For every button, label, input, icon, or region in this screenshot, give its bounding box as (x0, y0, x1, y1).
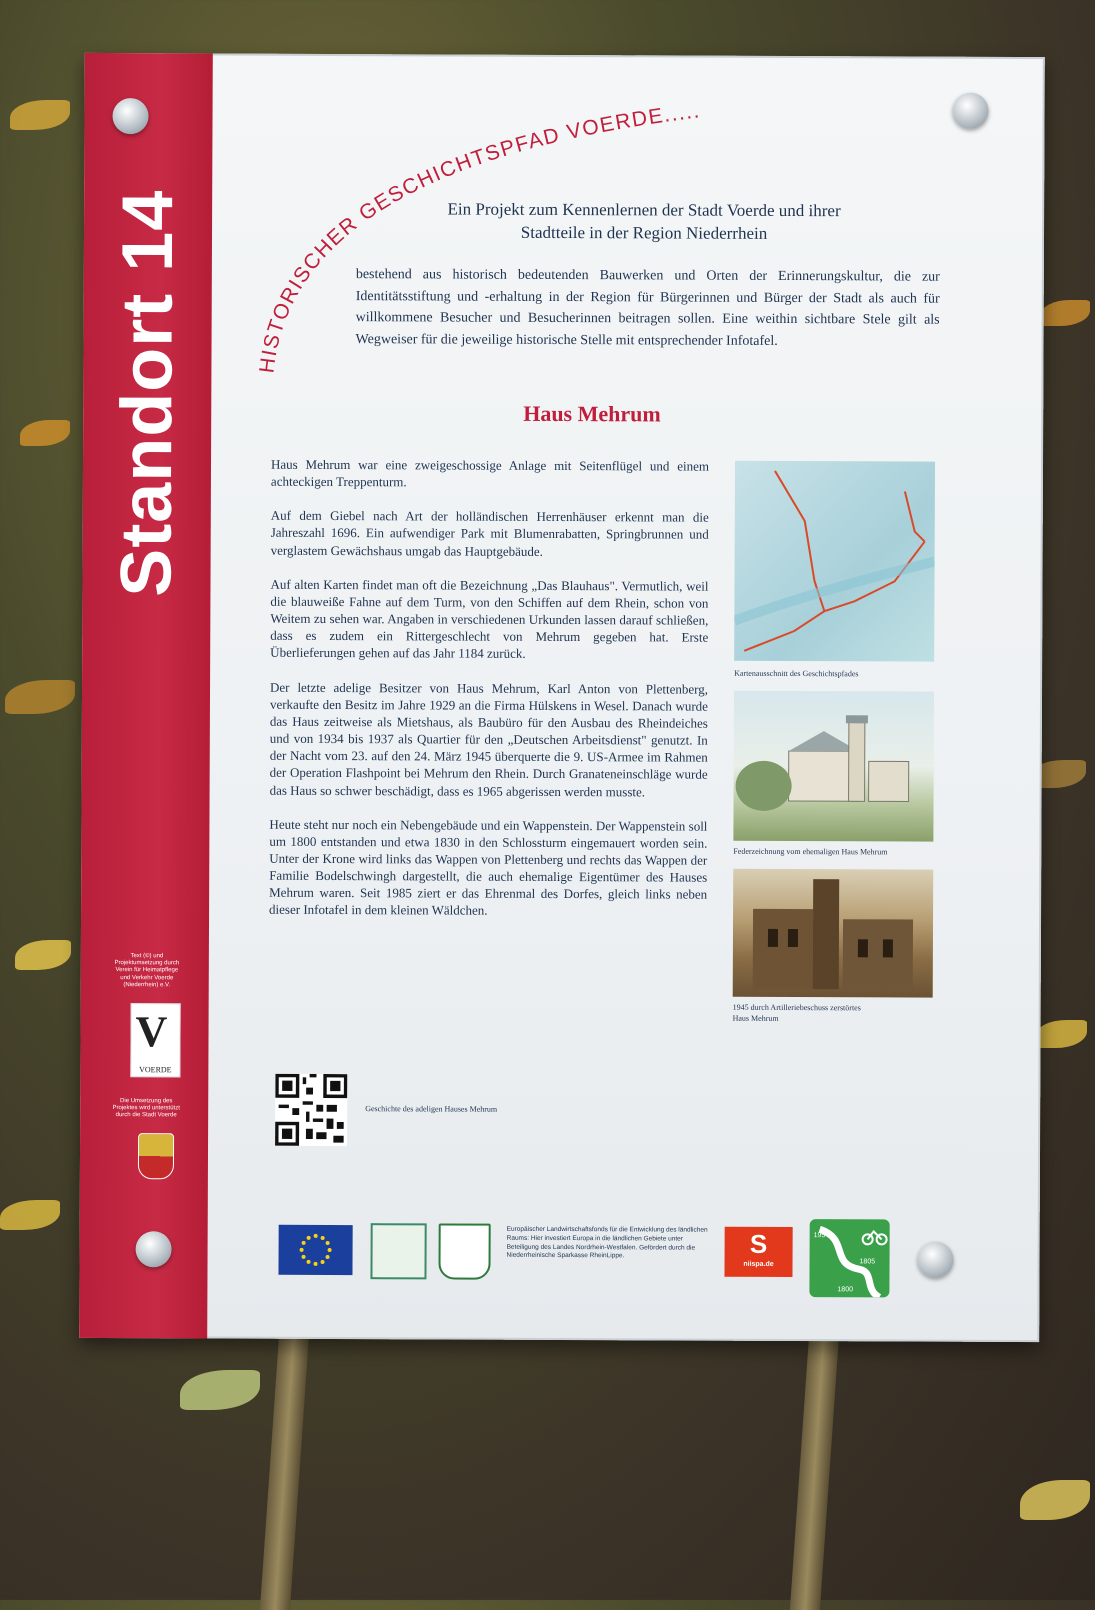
info-panel (79, 53, 1045, 1342)
ruin-caption-line1: 1945 durch Artilleriebeschuss zerstörtes (732, 1002, 861, 1013)
qr-code[interactable] (275, 1074, 347, 1146)
intro-heading-line1: Ein Projekt zum Kennenlernen der Stadt Voerde und ihrer (447, 199, 841, 221)
mounting-screw (952, 93, 988, 129)
ruin-caption-line2: Haus Mehrum (732, 1013, 779, 1023)
paragraph: Auf alten Karten findet man oft die Bezeichnung „Das Blauhaus". Vermutlich, weil die blauweiße Fahne auf dem Turm, von den Schiffen auf dem Rhein, schon von Weitem zu sehen war. Angaben in verschiedenen Urkunden lassen darauf schließen, dass es zudem ein Rittergeschlecht von Mehrum gegeben hat. Erste Überlieferungen gehen auf das Jahr 1184 zurück. (270, 576, 709, 662)
leader-logo-icon (370, 1223, 426, 1279)
nrw-crest-icon (438, 1223, 490, 1279)
sparkasse-label: niispa.de (743, 1260, 774, 1268)
leaf (20, 420, 70, 446)
voerde-crest-icon (138, 1133, 174, 1179)
sign-post-left (260, 1320, 310, 1610)
leaf (0, 1200, 60, 1230)
house-drawing-image (733, 691, 934, 842)
leaf (5, 680, 75, 714)
sign-post-right (790, 1320, 840, 1610)
route-number: 1800 (837, 1286, 854, 1294)
intro-heading-line2: Stadtteile in der Region Niederrhein (520, 222, 768, 243)
route-number: 1805 (859, 1258, 876, 1266)
arc-title-text: HISTORISCHER GESCHICHTSPFAD VOERDE..... (255, 99, 702, 375)
paragraph: Heute steht nur noch ein Nebengebäude und ein Wappenstein. Der Wappenstein soll um 1800 entstanden und etwa 1830 in den Schlossturm eingemauert worden sein. Unter der Krone wird links das Wappen von Plettenberg und rechts das Wappen der Familie Bodelschwingh dargestellt, die auch ehemalige Eigentümer des Hauses Mehrum waren. Seit 1985 ziert er das Ehrenmal des Dorfes, gleich links neben dieser Infotafel in dem kleinen Wäldchen. (269, 816, 708, 919)
route-map-image (734, 461, 935, 662)
text-column (269, 456, 709, 938)
credits-top-text: Text (©) und Projektumsetzung durch Verein für Heimatpflege und Verkehr Voerde (Niederrhein) e.V. (114, 953, 180, 989)
standort-label: Standort 14 (106, 189, 189, 597)
route-number: 1954 (813, 1232, 830, 1240)
image-column (732, 461, 935, 1023)
sparkasse-logo (724, 1227, 792, 1277)
leaf (180, 1370, 260, 1410)
intro-heading (344, 198, 944, 246)
drawing-caption: Federzeichnung vom ehemaligen Haus Mehrum (733, 846, 888, 857)
paragraph: Haus Mehrum war eine zweigeschossige Anlage mit Seitenflügel und einem achteckigen Treppenturm. (270, 456, 710, 490)
credits-bottom-text: Die Umsetzung des Projektes wird unterstützt durch die Stadt Voerde (112, 1098, 180, 1119)
leaf (1040, 300, 1090, 326)
map-caption: Kartenausschnitt des Geschichtspfades (734, 668, 859, 679)
sparkasse-s-icon: S (749, 1228, 768, 1259)
section-title: Haus Mehrum (523, 400, 661, 427)
leaf (1020, 1480, 1090, 1520)
ruin-photo-image (733, 869, 934, 998)
leaf (10, 100, 70, 130)
paragraph: Auf dem Giebel nach Art der holländischen Herrenhäuser erkennt man die Jahreszahl 1696. Ein aufwendiger Park mit Blumenrabatten, Springbrunnen und verglastem Gewächshaus umgab das Hauptgebäude. (270, 508, 709, 559)
cycle-route-badge (809, 1219, 889, 1297)
eu-flag-icon (278, 1225, 352, 1275)
red-side-bar (79, 53, 213, 1339)
intro-text: bestehend aus historisch bedeutenden Bauwerken und Orten der Erinnerungskultur, die zur Identitätsstiftung und -erhaltung in der Region für Bürgerinnen und Bürger der Stadt als auch für willkommene Besucher und Besucherinnen beitragen sollen. Eine weithin sichtbare Stele gilt als Wegweiser für die jeweilige historische Stelle mit entsprechender Infotafel. (355, 267, 940, 350)
leaf (1035, 1020, 1087, 1048)
voerde-v-icon: V (135, 1007, 168, 1057)
mounting-screw (112, 98, 148, 134)
leaf (15, 940, 71, 970)
sponsor-logos (274, 1219, 994, 1302)
voerde-logo-text: VOERDE (139, 1065, 172, 1075)
paragraph: Der letzte adelige Besitzer von Haus Mehrum, Karl Anton von Plettenberg, verkaufte den Besitz im Jahre 1929 an die Firma Hülskens in Wesel. Danach wurde das Haus zeitweise als Mietshaus, als Baubüro für den Ausbau des Rheindeiches und von 1934 bis 1937 als Quartier für den „Deutschen Arbeitsdienst" genutzt. In der Nacht vom 23. auf den 24. März 1945 überquerte die 9. US-Armee im Rahmen der Operation Flashpoint bei Mehrum den Rhein. Durch Granateneinschläge wurde das Haus so schwer beschädigt, dass es 1965 abgerissen werden musste. (269, 679, 709, 799)
qr-caption: Geschichte des adeligen Hauses Mehrum (365, 1104, 498, 1114)
voerde-logo (130, 1003, 180, 1077)
funding-text: Europäischer Landwirtschaftsfonds für die Entwicklung des ländlichen Raums: Hier investiert Europa in die ländlichen Gebiete unter Beteiligung des Landes Nordrhein-Westfalen. Gefördert durch die Niederrheinische Sparkasse RheinLippe. (506, 1225, 708, 1260)
mounting-screw (136, 1231, 172, 1267)
